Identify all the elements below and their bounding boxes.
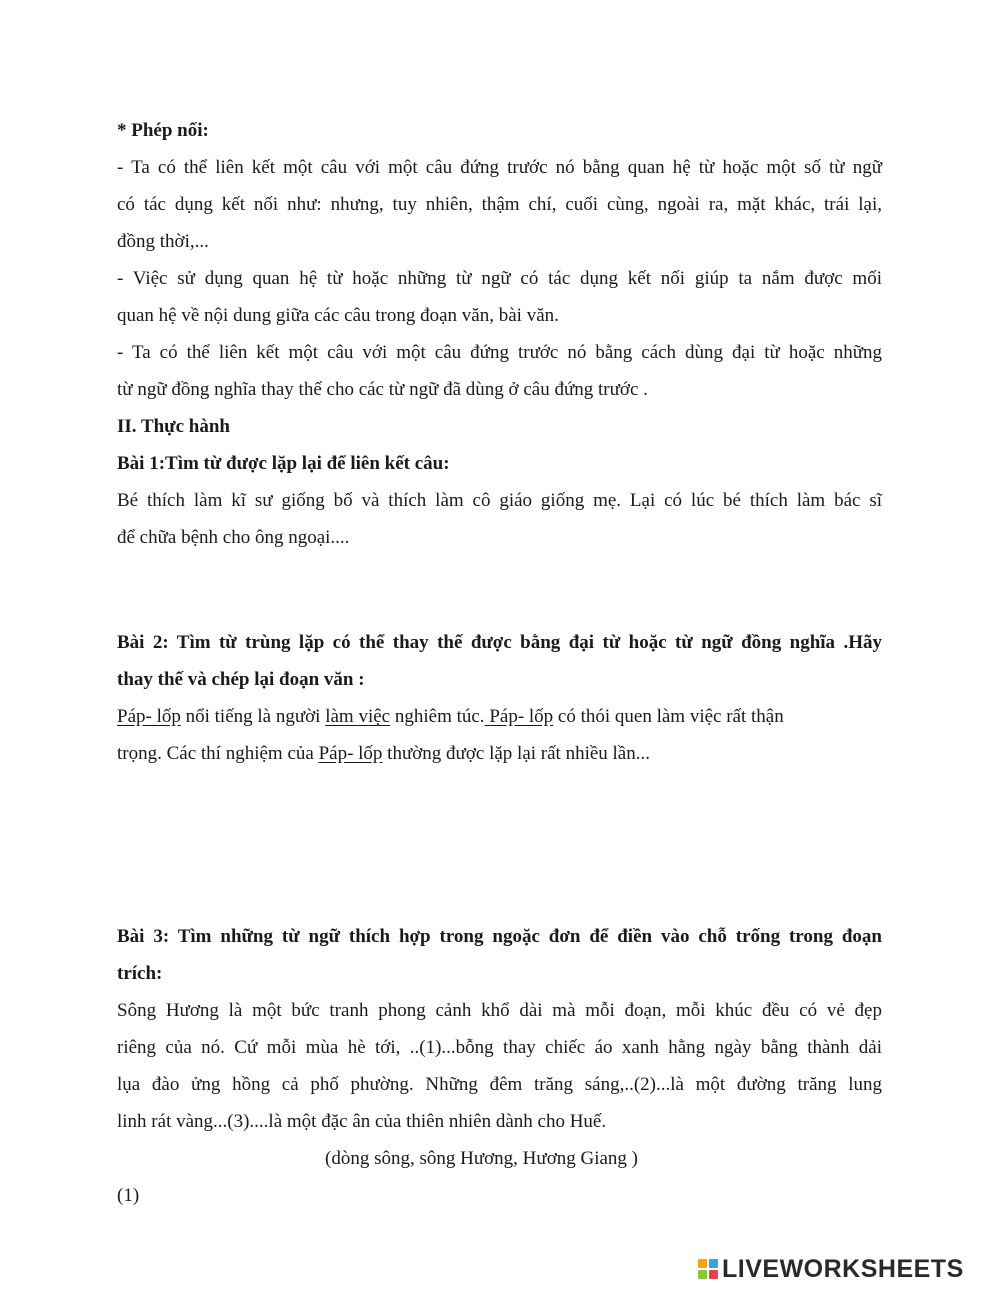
bai2-passage-line-1 — [117, 698, 882, 735]
logo-blocks-icon — [698, 1259, 718, 1279]
bai1-title: Bài 1:Tìm từ được lặp lại để liên kết câu: — [117, 453, 450, 474]
p1-line-1: - Ta có thể liên kết một câu với một câu đứng trước nó bằng quan hệ từ hoặc một số từ ngữ — [117, 157, 882, 178]
bai1-line-1: Bé thích làm kĩ sư giống bố và thích làm cô giáo giống mẹ. Lại có lúc bé thích làm bác sĩ — [117, 490, 882, 511]
bai2-title-line-1: Bài 2: Tìm từ trùng lặp có thể thay thế được bằng đại từ hoặc từ ngữ đồng nghĩa .Hãy — [117, 632, 882, 653]
logo-block-1 — [698, 1259, 707, 1268]
p3-line-2: từ ngữ đồng nghĩa thay thế cho các từ ngữ đã dùng ở câu đứng trước . — [117, 379, 648, 400]
underlined-name-3: Páp- lốp — [318, 743, 383, 764]
answer-label-1: (1) — [117, 1185, 140, 1206]
underlined-name-1: Páp- lốp — [117, 706, 181, 727]
passage-text-3: có thói quen làm việc rất thận — [553, 706, 784, 727]
bai3-line-4: linh rát vàng...(3)....là một đặc ân của thiên nhiên dành cho Huế. — [117, 1111, 607, 1132]
passage-text-2: nghiêm túc. — [390, 706, 485, 727]
underlined-lam-viec: làm việc — [325, 706, 391, 727]
bai3-line-1: Sông Hương là một bức tranh phong cảnh khổ dài mà mỗi đoạn, mỗi khúc đều có vẻ đẹp — [117, 1000, 882, 1021]
p3-line-1: - Ta có thể liên kết một câu với một câu đứng trước nó bằng cách dùng đại từ hoặc những — [117, 342, 882, 363]
bai3-line-3: lụa đào ửng hồng cả phố phường. Những đêm trăng sáng,..(2)...là một đường trăng lung — [117, 1074, 882, 1095]
logo-text: LIVEWORKSHEETS — [722, 1254, 964, 1283]
bai2-title-line-2: thay thế và chép lại đoạn văn : — [117, 669, 365, 690]
passage-text-5: thường được lặp lại rất nhiều lần... — [382, 743, 650, 764]
p2-line-2: quan hệ về nội dung giữa các câu trong đoạn văn, bài văn. — [117, 305, 559, 326]
heading-phep-noi: * Phép nối: — [117, 120, 209, 141]
logo-block-2 — [709, 1259, 718, 1268]
bai1-line-2: để chữa bệnh cho ông ngoại.... — [117, 527, 350, 548]
bai3-line-2: riêng của nó. Cứ mỗi mùa hè tới, ..(1)...bỗng thay chiếc áo xanh hằng ngày bằng thành dải — [117, 1037, 882, 1058]
p2-line-1: - Việc sử dụng quan hệ từ hoặc những từ ngữ có tác dụng kết nối giúp ta nắm được mối — [117, 268, 882, 289]
underlined-name-2: Páp- lốp — [484, 706, 554, 727]
liveworksheets-logo — [698, 1254, 964, 1284]
bai3-title-line-1: Bài 3: Tìm những từ ngữ thích hợp trong ngoặc đơn để điền vào chỗ trống trong đoạn — [117, 926, 882, 947]
bai2-passage-line-2 — [117, 735, 882, 772]
bai3-title-line-2: trích: — [117, 963, 163, 984]
section-title: II. Thực hành — [117, 416, 230, 437]
p1-line-3: đồng thời,... — [117, 231, 209, 252]
passage-text-1: nổi tiếng là người — [180, 706, 326, 727]
p1-line-2: có tác dụng kết nối như: nhưng, tuy nhiên, thậm chí, cuối cùng, ngoài ra, mặt khác, trái lại, — [117, 194, 882, 215]
bai3-options: (dòng sông, sông Hương, Hương Giang ) — [325, 1148, 639, 1169]
logo-block-4 — [709, 1270, 718, 1279]
passage-text-4: trọng. Các thí nghiệm của — [117, 743, 319, 764]
logo-block-3 — [698, 1270, 707, 1279]
